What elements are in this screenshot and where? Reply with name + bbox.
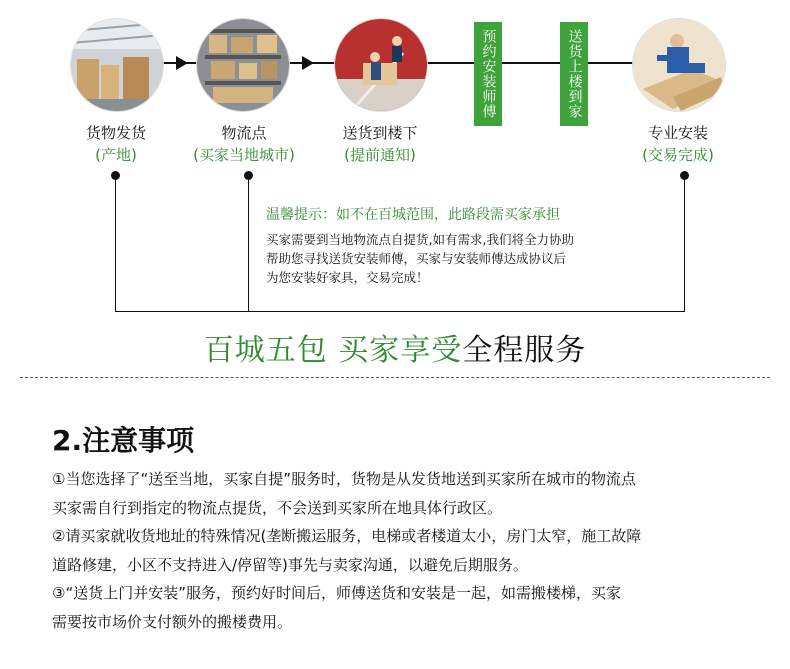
note-line: 道路修建，小区不支持进入/停留等)事先与卖家沟通，以避免后期服务。 [52, 555, 528, 574]
slogan [0, 325, 790, 369]
note-line: 买家需自行到指定的物流点提货，不会送到买家所在地具体行政区。 [52, 498, 503, 517]
tip-line: 为您安装好家具，交易完成！ [266, 270, 429, 285]
note-line: 需要按市场价支付额外的搬楼费用。 [52, 612, 293, 631]
step-title: 货物发货 [85, 124, 146, 142]
logistics-shelf-photo [196, 18, 290, 112]
arrow-icon [302, 56, 314, 70]
arrow-icon [176, 56, 188, 70]
step-sub: (提前通知) [344, 146, 416, 164]
tip-line: 买家需要到当地物流点自提货,如有需求,我们将全力协助 [266, 232, 574, 247]
step-logistics [172, 122, 316, 166]
step-sub: (交易完成) [642, 146, 714, 164]
tip-title: 温馨提示：如不在百城范围，此路段需买家承担 [266, 207, 560, 223]
note-line: ③“送货上门并安装”服务，预约好时间后，师傅送货和安装是一起，如需搬楼梯，买家 [52, 584, 621, 603]
slogan-black: 全程服务 [462, 333, 587, 368]
step-ship [60, 122, 172, 166]
step-sub: (买家当地城市) [193, 146, 295, 164]
step-sub: (产地) [95, 146, 137, 164]
connector-line [115, 176, 116, 312]
divider [20, 377, 770, 378]
step-title: 送货到楼下 [342, 124, 418, 142]
installer-photo [632, 18, 726, 112]
tip-body [266, 230, 666, 287]
step-title: 专业安装 [647, 124, 708, 142]
note-line: ①当您选择了“送至当地，买家自提”服务时，货物是从发货地送到买家所在城市的物流点 [52, 470, 636, 488]
connector-line [248, 176, 249, 312]
tag-deliver-upstairs: 送货上楼到家 [560, 22, 588, 126]
notes-body [52, 465, 772, 637]
tag-schedule-installer: 预约安装师傅 [474, 22, 502, 126]
step-delivery [322, 122, 438, 166]
step-title: 物流点 [221, 124, 267, 142]
slogan-green: 百城五包 买家享受 [203, 333, 463, 368]
connector-line [684, 176, 685, 312]
connector-line-bottom [115, 311, 685, 312]
section-title: 2.注意事项 [52, 424, 195, 457]
warehouse-photo [70, 18, 164, 112]
step-install [622, 122, 734, 166]
tip-line: 帮助您寻找送货安装师傅，买家与安装师傅达成协议后 [266, 251, 567, 266]
note-line: ②请买家就收货地址的特殊情况(垄断搬运服务，电梯或者楼道太小，房门太窄，施工故障 [52, 527, 642, 546]
delivery-stairs-photo [334, 18, 428, 112]
